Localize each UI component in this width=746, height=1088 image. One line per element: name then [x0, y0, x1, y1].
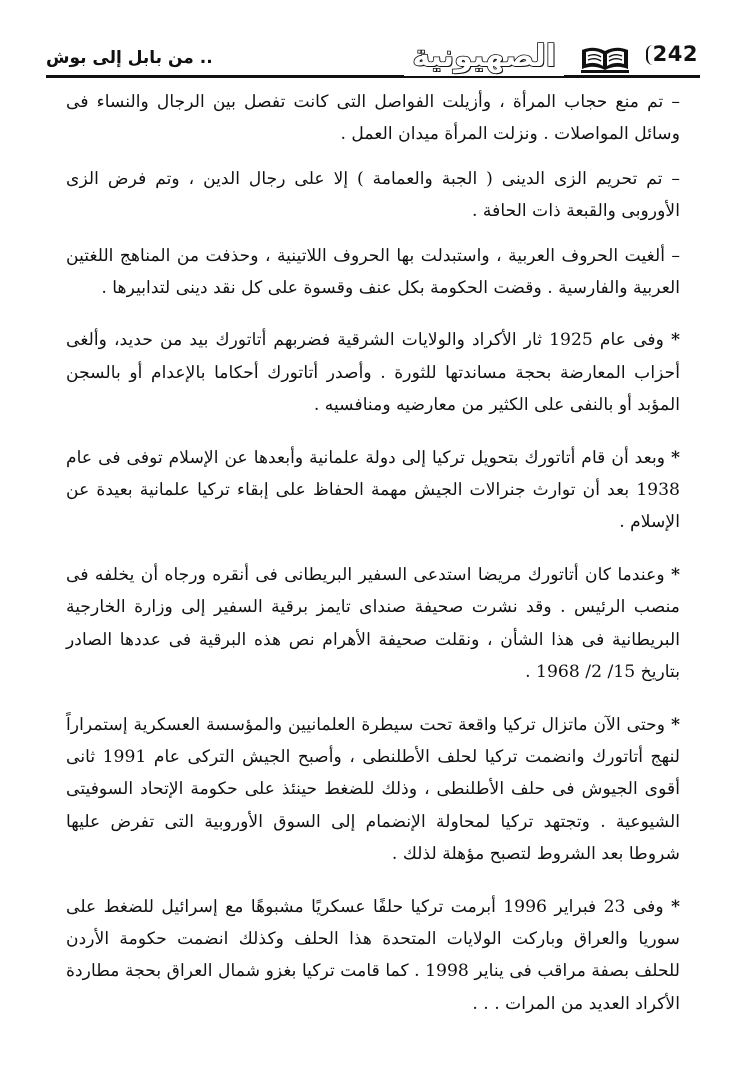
paragraph: [66, 163, 680, 228]
dash-marker: –: [671, 168, 680, 189]
book-title: .. من بابل إلى بوش: [46, 46, 219, 70]
paragraph-text: وبعد أن قام أتاتورك بتحويل تركيا إلى دولة علمانية وأبعدها عن الإسلام توفى فى عام 1938 بعد أن توارث جنرالات الجيش مهمة الحفاظ على إبقاء تركيا علمانية بعيدة عن الإسلام .: [66, 447, 680, 533]
asterisk-marker: *: [671, 447, 680, 468]
series-title: الصهيونية: [404, 38, 564, 76]
paragraph-text: وفى عام 1925 ثار الأكراد والولايات الشرقية فضربهم أتاتورك بيد من حديد، وألغى أحزاب المعارضة بحجة مساندتها للثورة . وأصدر أتاتورك أحكاما بالإعدام أو بالسجن المؤبد أو بالنفى على الكثير من معارضيه ومنافسيه .: [66, 330, 680, 416]
paragraph-text: تم منع حجاب المرأة ، وأزيلت الفواصل التى كانت تفصل بين الرجال والنساء فى وسائل المواصلات . ونزلت المرأة ميدان العمل .: [66, 92, 680, 145]
paragraph-text: وحتى الآن ماتزال تركيا واقعة تحت سيطرة العلمانيين والمؤسسة العسكرية إستمراراً لنهج أتاتورك وانضمت تركيا لحلف الأطلنطى ، وأصبح الجيش التركى عام 1991 ثانى أقوى الجيوش فى حلف الأطلنطى ، وذلك للضغط حينئذ على حكومة الإتحاد السوفيتى الشيوعية . وتجتهد تركيا لمحاولة الإنضمام إلى السوق الأوروبية التى تفرض عليها شروطا بعد الشروط لتصبح مؤهلة لذلك .: [66, 714, 681, 865]
paragraph: [66, 442, 680, 539]
page-body: [66, 86, 680, 1020]
asterisk-marker: *: [671, 896, 681, 917]
paragraph-text: تم تحريم الزى الدينى ( الجبة والعمامة ) إلا على رجال الدين ، وتم فرض الزى الأوروبى والقبعة ذات الحافة .: [66, 168, 680, 222]
paragraph: [66, 324, 680, 421]
dash-marker: –: [671, 92, 680, 112]
asterisk-marker: *: [671, 564, 680, 585]
paragraph: [66, 709, 680, 871]
asterisk-marker: *: [671, 330, 680, 351]
paragraph-text: وفى 23 فبراير 1996 أبرمت تركيا حلفًا عسكريًا مشبوهًا مع إسرائيل للضغط على سوريا والعراق وباركت الولايات المتحدة هذا الحلف وكذلك انضمت حكومة الأردن للحلف بصفة مراقب فى يناير 1998 . كما قامت تركيا بغزو شمال العراق بحجة مطاردة الأكراد العديد من المرات . . .: [66, 896, 680, 1014]
asterisk-marker: *: [671, 714, 680, 735]
open-book-icon: [574, 42, 636, 74]
paragraph-text: ألغيت الحروف العربية ، واستبدلت بها الحروف اللاتينية ، وحذفت من المناهج اللغتين العربية والفارسية . وقضت الحكومة بكل عنف وقسوة على كل نقد دينى لتدابيرها .: [66, 245, 680, 299]
paragraph: [66, 86, 680, 151]
paragraph-text: وعندما كان أتاتورك مريضا استدعى السفير البريطانى فى أنقره ورجاه أن يخلفه فى منصب الرئيس . وقد نشرت صحيفة صنداى تايمز برقية السفير إلى وزارة الخارجية البريطانية فى هذا الشأن ، ونقلت صحيفة الأهرام نص هذه البرقية فى عددها الصادر بتاريخ 15/ 2/ 1968 .: [66, 564, 680, 683]
header-rule: [46, 75, 700, 78]
running-header: [46, 38, 700, 86]
page-number: 242: [647, 42, 700, 66]
paragraph: [66, 891, 680, 1021]
paragraph: [66, 240, 680, 305]
paragraph: [66, 559, 680, 689]
dash-marker: –: [671, 245, 680, 266]
